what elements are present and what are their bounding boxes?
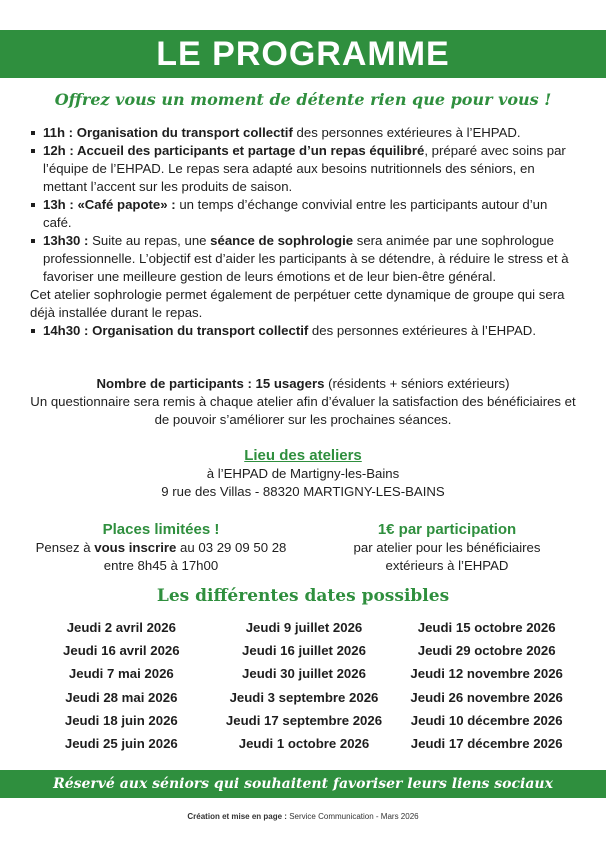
program-item-lead: 13h : «Café papote» : <box>43 197 176 212</box>
program-item-text: un temps d’échange convivial entre les participants autour d’un café. <box>43 197 548 230</box>
program-item-13h <box>30 196 578 232</box>
program-item-emphasis: séance de sophrologie <box>210 233 354 248</box>
program-item-14h30 <box>30 322 578 340</box>
program-item-lead: 12h : Accueil des participants et partage d’un repas équilibré <box>43 143 425 158</box>
participants-block <box>0 375 606 429</box>
dates-grid <box>30 619 578 753</box>
location-block <box>0 447 606 501</box>
program-item-text: des personnes extérieures à l’EHPAD. <box>292 125 521 140</box>
participants-count: Nombre de participants : 15 usagers <box>96 376 325 391</box>
places-hours: entre 8h45 à 17h00 <box>103 558 219 573</box>
places-block <box>18 521 304 575</box>
title-banner <box>0 30 606 78</box>
date-item: Jeudi 26 novembre 2026 <box>410 689 563 705</box>
places-register: vous inscrire <box>94 540 177 555</box>
program-item-13h30 <box>30 232 578 286</box>
program-note: Cet atelier sophrologie permet également de perpétuer cette dynamique de groupe qui sera déjà installée durant le repas. <box>30 287 565 320</box>
program-item-text: sera animée par une sophrologue professionnelle. L’objectif est d’aider les participants à se détendre, à réduire le stress et à favoriser une meilleure gestion de leurs émotions et de leur bien-être général. <box>43 233 569 284</box>
program-item-11h <box>30 124 578 142</box>
date-item: Jeudi 16 juillet 2026 <box>242 643 366 659</box>
dates-title: Les différentes dates possibles <box>156 586 450 606</box>
places-heading: Places limitées ! <box>102 521 220 538</box>
program-item-text: , préparé avec soins par l’équipe de l’EHPAD. Le repas sera adapté aux besoins nutritionnels des séniors, en mettant l’accent sur les produits de saison. <box>43 143 566 194</box>
date-item: Jeudi 12 novembre 2026 <box>410 666 563 682</box>
date-item: Jeudi 28 mai 2026 <box>65 689 178 705</box>
date-item: Jeudi 17 décembre 2026 <box>410 735 563 751</box>
survey-text: Un questionnaire sera remis à chaque atelier afin d’évaluer la satisfaction des bénéficiaires et de pouvoir s’améliorer sur les prochaines séances. <box>30 394 576 427</box>
date-item: Jeudi 9 juillet 2026 <box>245 620 363 635</box>
date-item: Jeudi 16 avril 2026 <box>63 643 180 659</box>
program-item-12h <box>30 142 578 196</box>
footer-banner-text: Réservé aux séniors qui souhaitent favoriser leurs liens sociaux <box>53 776 553 792</box>
credit-line <box>0 812 606 821</box>
program-item-text: des personnes extérieures à l’EHPAD. <box>308 323 536 338</box>
location-heading: Lieu des ateliers <box>244 447 362 464</box>
program-item-lead: 11h : Organisation du transport collectif <box>43 125 293 140</box>
footer-banner <box>0 770 606 798</box>
date-item: Jeudi 25 juin 2026 <box>64 735 178 751</box>
page-title: LE PROGRAMME <box>156 34 450 73</box>
date-item: Jeudi 2 avril 2026 <box>66 620 176 635</box>
date-item: Jeudi 30 juillet 2026 <box>242 666 366 682</box>
date-item: Jeudi 7 mai 2026 <box>68 666 174 682</box>
program-item-text: Suite au repas, une <box>88 233 211 248</box>
date-item: Jeudi 10 décembre 2026 <box>410 712 563 728</box>
price-heading: 1€ par participation <box>377 521 517 538</box>
date-item: Jeudi 17 septembre 2026 <box>225 712 383 728</box>
program-item-lead: 13h30 : <box>43 233 89 248</box>
places-phone: au 03 29 09 50 28 <box>176 540 287 555</box>
credit-text: Service Communication - Mars 2026 <box>286 812 419 821</box>
date-item: Jeudi 29 octobre 2026 <box>417 643 556 659</box>
tagline: Offrez vous un moment de détente rien que pour vous ! <box>54 90 552 109</box>
price-line-1: par atelier pour les bénéficiaires <box>353 540 541 555</box>
program-list <box>30 124 578 340</box>
credit-label: Création et mise en page : <box>187 812 287 821</box>
participants-detail: (résidents + séniors extérieurs) <box>324 376 510 391</box>
location-line-1: à l’EHPAD de Martigny-les-Bains <box>206 466 400 481</box>
price-block <box>304 521 590 575</box>
program-item-lead: 14h30 : Organisation du transport collectif <box>43 323 309 338</box>
location-line-2: 9 rue des Villas - 88320 MARTIGNY-LES-BAINS <box>161 484 445 499</box>
date-item: Jeudi 1 octobre 2026 <box>238 735 370 751</box>
price-line-2: extérieurs à l’EHPAD <box>385 558 509 573</box>
date-item: Jeudi 18 juin 2026 <box>64 712 178 728</box>
date-item: Jeudi 3 septembre 2026 <box>229 689 379 705</box>
places-pre: Pensez à <box>35 540 95 555</box>
date-item: Jeudi 15 octobre 2026 <box>417 620 556 635</box>
